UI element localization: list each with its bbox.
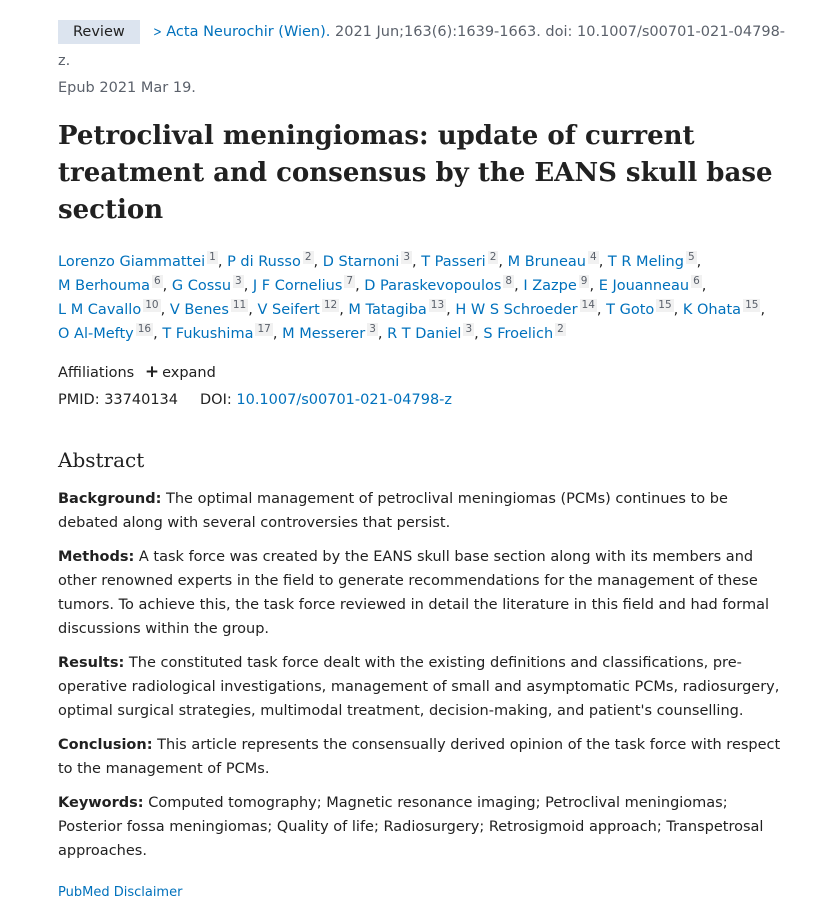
pmid-value: 33740134 [104, 392, 179, 408]
author-separator: , [377, 326, 388, 342]
author-link[interactable]: M Bruneau [507, 254, 586, 270]
author-item [322, 251, 422, 270]
pubmed-disclaimer-link[interactable]: PubMed Disclaimer [58, 885, 183, 900]
author-link[interactable]: L M Cavallo [58, 302, 142, 318]
affiliation-ref[interactable]: 1 [209, 251, 216, 263]
author-separator: , [153, 326, 163, 342]
author-separator: , [243, 278, 253, 294]
article-header [58, 18, 788, 900]
author-item [252, 275, 365, 294]
author-item [58, 323, 163, 342]
section-label: Methods: [58, 549, 135, 565]
author-item [682, 299, 766, 318]
affiliation-ref[interactable]: 10 [145, 299, 159, 311]
article-title: Petroclival meningiomas: update of current treatment and consensus by the EANS skull base section [58, 121, 773, 225]
author-link[interactable]: M Tatagiba [348, 302, 427, 318]
author-separator: , [272, 326, 283, 342]
author-separator: , [596, 302, 607, 318]
author-link[interactable]: K Ohata [682, 302, 742, 318]
author-separator: , [446, 302, 456, 318]
author-item [387, 323, 484, 342]
chevron-right-icon[interactable]: > [153, 25, 163, 40]
abstract-conclusion [58, 733, 788, 781]
publication-type-badge: Review [58, 20, 140, 44]
section-label: Results: [58, 655, 125, 671]
affiliation-ref[interactable]: 12 [323, 299, 338, 311]
author-link[interactable]: D Starnoni [322, 254, 400, 270]
plus-icon: + [144, 362, 160, 382]
authors-list [58, 250, 788, 346]
author-link[interactable]: P di Russo [227, 254, 301, 270]
affiliation-ref[interactable]: 7 [346, 275, 354, 287]
author-item [364, 275, 524, 294]
author-link[interactable]: R T Daniel [387, 326, 462, 342]
author-separator: , [248, 302, 258, 318]
section-text: A task force was created by the EANS skull base section along with its members and other renowned experts in the field to generate recommendations for the management of these tumors. To achieve this, the task force reviewed in detail the literature in this field and had formal discussions within the group. [58, 549, 770, 637]
expand-button[interactable] [144, 362, 216, 382]
author-separator: , [339, 302, 349, 318]
author-separator: , [514, 278, 524, 294]
affiliation-ref[interactable]: 2 [304, 251, 312, 263]
epub-date: Epub 2021 Mar 19. [58, 80, 196, 96]
author-link[interactable]: S Froelich [483, 326, 554, 342]
author-separator: , [598, 254, 608, 270]
author-link[interactable]: M Berhouma [58, 278, 150, 294]
affiliations-label: Affiliations [58, 365, 135, 381]
citation-line [58, 18, 788, 76]
affiliation-ref[interactable]: 6 [153, 275, 161, 287]
affiliations-toggle [58, 361, 788, 384]
affiliation-ref[interactable]: 3 [369, 323, 376, 335]
author-link[interactable]: T Passeri [421, 254, 486, 270]
affiliation-ref[interactable]: 9 [580, 275, 588, 287]
citation-text: 2021 Jun;163(6):1639-1663. doi: 10.1007/s00701-021-04798-z. [58, 24, 786, 69]
expand-label: expand [162, 365, 216, 381]
author-link[interactable]: Lorenzo Giammattei [58, 254, 206, 270]
abstract-heading: Abstract [58, 448, 145, 472]
author-item [282, 323, 388, 342]
author-separator: , [760, 302, 766, 318]
identifiers [58, 389, 788, 411]
author-link[interactable]: G Cossu [171, 278, 232, 294]
affiliation-ref[interactable]: 13 [430, 299, 445, 311]
author-item [58, 299, 170, 318]
affiliation-ref[interactable]: 5 [687, 251, 695, 263]
affiliation-ref[interactable]: 6 [693, 275, 700, 287]
journal-link[interactable]: Acta Neurochir (Wien). [166, 24, 331, 40]
section-label: Background: [58, 491, 162, 507]
affiliation-ref[interactable]: 2 [557, 323, 564, 335]
author-separator: , [474, 326, 484, 342]
author-separator: , [355, 278, 365, 294]
author-link[interactable]: E Jouanneau [598, 278, 690, 294]
affiliation-ref[interactable]: 16 [137, 323, 152, 335]
author-item [421, 251, 508, 270]
affiliation-ref[interactable]: 2 [489, 251, 497, 263]
author-item [227, 251, 323, 270]
author-item [171, 275, 253, 294]
author-item [598, 275, 707, 294]
affiliation-ref[interactable]: 15 [745, 299, 759, 311]
keywords-label: Keywords: [58, 795, 144, 811]
author-item [483, 323, 565, 342]
author-separator: , [160, 302, 170, 318]
affiliation-ref[interactable]: 11 [232, 299, 247, 311]
author-item [58, 251, 228, 270]
author-item [507, 251, 608, 270]
author-item [455, 299, 607, 318]
affiliation-ref[interactable]: 8 [505, 275, 513, 287]
author-separator: , [313, 254, 323, 270]
author-link[interactable]: T Goto [606, 302, 655, 318]
author-item [348, 299, 456, 318]
doi-label: DOI: [200, 392, 232, 408]
author-link[interactable]: T R Meling [607, 254, 684, 270]
author-separator: , [217, 254, 228, 270]
section-label: Conclusion: [58, 737, 153, 753]
author-link[interactable]: I Zazpe [523, 278, 577, 294]
author-link[interactable]: V Seifert [257, 302, 320, 318]
abstract-methods [58, 545, 788, 641]
author-separator: , [412, 254, 422, 270]
author-item [607, 251, 702, 270]
abstract-keywords [58, 791, 788, 863]
author-item [169, 299, 258, 318]
author-item [606, 299, 683, 318]
author-link[interactable]: T Fukushima [162, 326, 254, 342]
keywords-text: Computed tomography; Magnetic resonance imaging; Petroclival meningiomas; Posterior fossa meningiomas; Quality of life; Radiosurgery; Retrosigmoid approach; Transpetrosal approaches. [58, 795, 764, 859]
abstract-body [58, 487, 788, 863]
author-separator: , [589, 278, 599, 294]
author-link[interactable]: O Al-Mefty [58, 326, 134, 342]
author-separator: , [673, 302, 683, 318]
author-link[interactable]: D Paraskevopoulos [364, 278, 502, 294]
author-link[interactable]: H W S Schroeder [455, 302, 578, 318]
affiliation-ref[interactable]: 17 [257, 323, 271, 335]
affiliation-ref[interactable]: 14 [581, 299, 595, 311]
section-text: The constituted task force dealt with the existing definitions and classifications, pre-operative radiological investigations, management of small and asymptomatic PCMs, radiosurgery, optimal surgical strategies, multimodal treatment, decision-making, and patient's counselling. [58, 655, 780, 719]
author-link[interactable]: J F Cornelius [252, 278, 343, 294]
section-text: This article represents the consensually derived opinion of the task force with respect to the management of PCMs. [58, 737, 781, 777]
doi-link[interactable]: 10.1007/s00701-021-04798-z [236, 392, 453, 408]
affiliation-ref[interactable]: 3 [403, 251, 410, 263]
abstract-background [58, 487, 788, 535]
author-link[interactable]: V Benes [169, 302, 229, 318]
author-separator: , [696, 254, 702, 270]
author-separator: , [701, 278, 707, 294]
author-separator: , [162, 278, 172, 294]
author-item [58, 275, 172, 294]
affiliation-ref[interactable]: 3 [465, 323, 473, 335]
affiliation-ref[interactable]: 4 [590, 251, 597, 263]
author-item [257, 299, 349, 318]
affiliation-ref[interactable]: 15 [658, 299, 672, 311]
abstract-results [58, 651, 788, 723]
author-item [162, 323, 283, 342]
author-separator: , [498, 254, 508, 270]
author-item [523, 275, 599, 294]
author-link[interactable]: M Messerer [282, 326, 366, 342]
affiliation-ref[interactable]: 3 [235, 275, 242, 287]
pmid-label: PMID: [58, 392, 100, 408]
section-text: The optimal management of petroclival meningiomas (PCMs) continues to be debated along with several controversies that persist. [58, 491, 728, 531]
